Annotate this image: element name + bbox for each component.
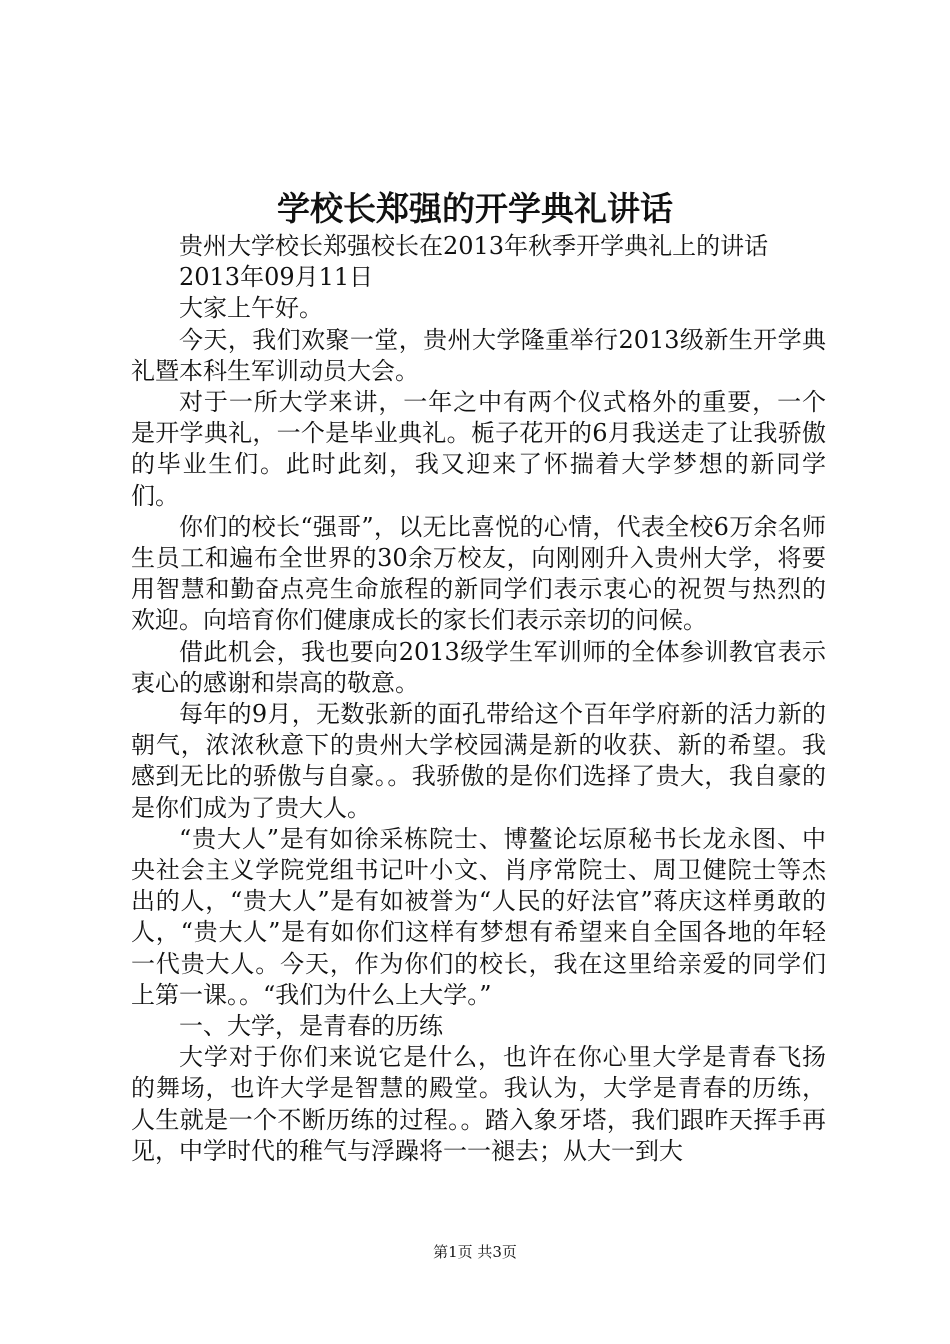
page-footer: 第1页 共3页 — [433, 1243, 517, 1261]
paragraph: 贵州大学校长郑强校长在2013年秋季开学典礼上的讲话 — [179, 232, 769, 260]
paragraph: 你们的校长“强哥”，以无比喜悦的心情，代表全校6万余名师生员工和遍布全世界的30余万校友，向刚刚升入贵州大学，将要用智慧和勤奋点亮生命旅程的新同学们表示衷心的祝贺与热烈的欢迎。向培育你们健康成长的家长们表示亲切的问候。 — [131, 512, 826, 635]
paragraph: “贵大人”是有如徐采栋院士、博鳌论坛原秘书长龙永图、中央社会主义学院党组书记叶小文、肖序常院士、周卫健院士等杰出的人，“贵大人”是有如被誉为“人民的好法官”蒋庆这样勇敢的人，“贵大人”是有如你们这样有梦想有希望来自全国各地的年轻一代贵大人。今天，作为你们的校长，我在这里给亲爱的同学们上第一课。。“我们为什么上大学。” — [131, 824, 826, 1009]
document-body — [131, 231, 826, 1167]
paragraph: 对于一所大学来讲，一年之中有两个仪式格外的重要，一个是开学典礼，一个是毕业典礼。栀子花开的6月我送走了让我骄傲的毕业生们。此时此刻，我又迎来了怀揣着大学梦想的新同学们。 — [131, 388, 826, 510]
paragraph: 大家上午好。 — [179, 294, 323, 323]
paragraph: 2013年09月11日 — [179, 263, 374, 292]
section-heading: 一、大学，是青春的历练 — [179, 1012, 443, 1041]
paragraph: 大学对于你们来说它是什么，也许在你心里大学是青春飞扬的舞场，也许大学是智慧的殿堂。我认为，大学是青春的历练，人生就是一个不断历练的过程。。踏入象牙塔，我们跟昨天挥手再见，中学时代的稚气与浮躁将一一褪去；从大一到大 — [131, 1043, 826, 1165]
paragraph: 每年的9月，无数张新的面孔带给这个百年学府新的活力新的朝气，浓浓秋意下的贵州大学校园满是新的收获、新的希望。我感到无比的骄傲与自豪。。我骄傲的是你们选择了贵大，我自豪的是你们成为了贵大人。 — [131, 700, 826, 822]
paragraph: 借此机会，我也要向2013级学生军训师的全体参训教官表示衷心的感谢和崇高的敬意。 — [131, 637, 826, 697]
document-title: 学校长郑强的开学典礼讲话 — [277, 189, 673, 228]
paragraph: 今天，我们欢聚一堂，贵州大学隆重举行2013级新生开学典礼暨本科生军训动员大会。 — [131, 325, 826, 385]
